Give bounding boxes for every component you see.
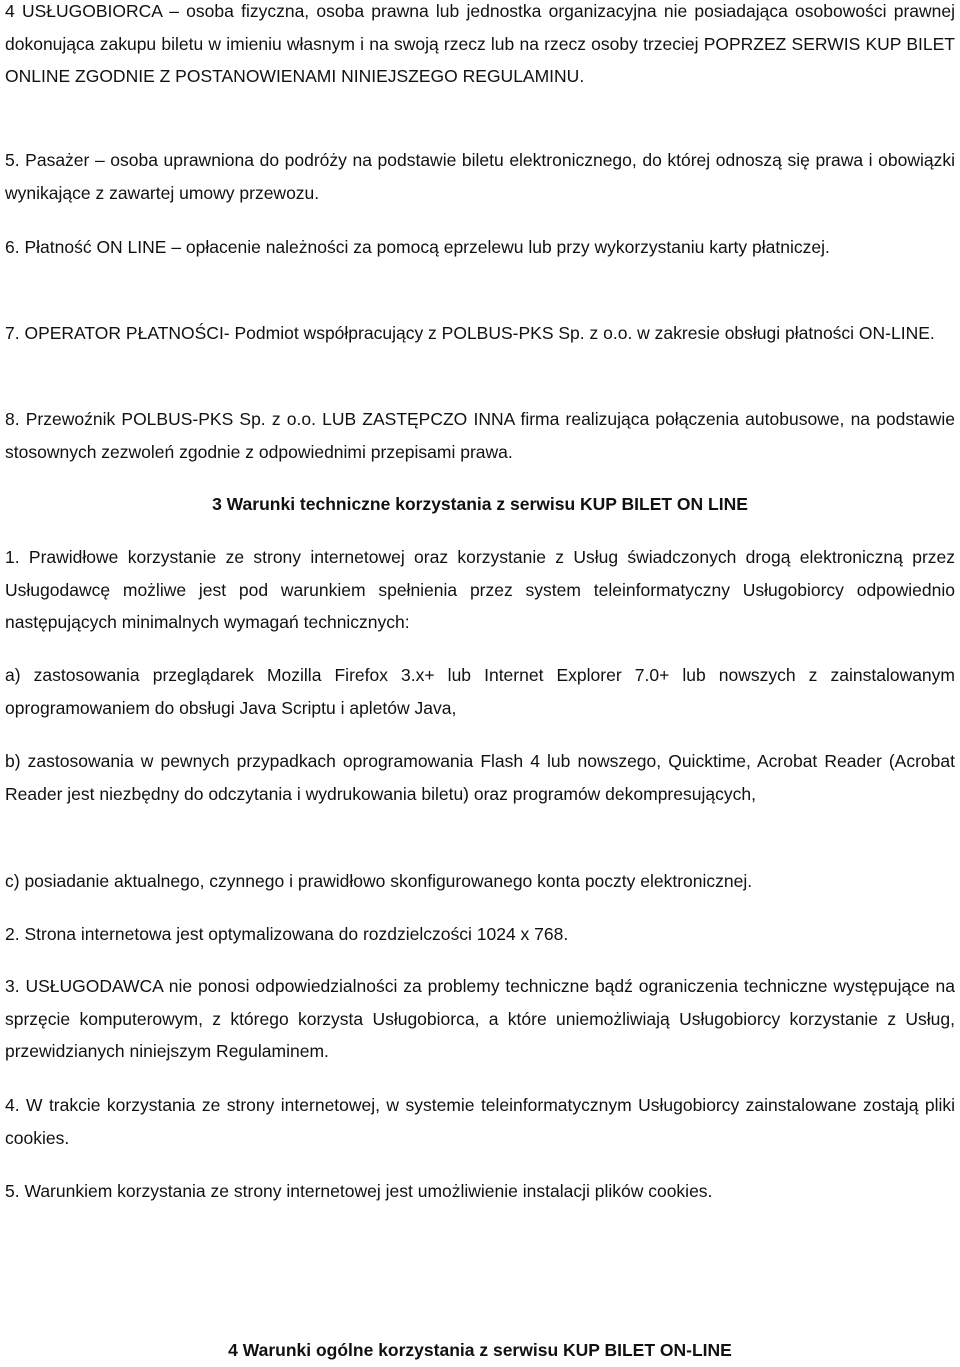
section-4-heading: 4 Warunki ogólne korzystania z serwisu KUP BILET ON-LINE — [228, 1340, 732, 1360]
definition-8-przewoznik: 8. Przewoźnik POLBUS-PKS Sp. z o.o. LUB ZASTĘPCZO INNA firma realizująca połączenia autobusowe, na podstawie stosownych zezwoleń zgodnie z odpowiednimi przepisami prawa. — [5, 409, 955, 462]
section-3-item-a: a) zastosowania przeglądarek Mozilla Firefox 3.x+ lub Internet Explorer 7.0+ lub nowszych z zainstalowanym oprogramowaniem do obsługi Java Scriptu i apletów Java, — [5, 665, 955, 718]
section-3-item-b: b) zastosowania w pewnych przypadkach oprogramowania Flash 4 lub nowszego, Quicktime, Acrobat Reader (Acrobat Reader jest niezbędny do odczytania i wydrukowania biletu) oraz programów dekompresujących, — [5, 751, 955, 804]
definition-4-uslugobiorca: 4 USŁUGOBIORCA – osoba fizyczna, osoba prawna lub jednostka organizacyjna nie posiadająca osobowości prawnej dokonująca zakupu biletu w imieniu własnym i na swoją rzecz lub na rzecz osoby trzeciej POPRZEZ SERWIS KUP BILET ONLINE ZGODNIE Z POSTANOWIENAMI NINIEJSZEGO REGULAMINU. — [5, 1, 955, 86]
definition-6-platnosc-online: 6. Płatność ON LINE – opłacenie należności za pomocą eprzelewu lub przy wykorzystaniu karty płatniczej. — [5, 237, 830, 257]
definition-7-operator-platnosci: 7. OPERATOR PŁATNOŚCI- Podmiot współpracujący z POLBUS-PKS Sp. z o.o. w zakresie obsługi płatności ON-LINE. — [5, 323, 935, 343]
section-3-item-4: 4. W trakcie korzystania ze strony internetowej, w systemie teleinformatycznym Usługobiorcy zainstalowane zostają pliki cookies. — [5, 1095, 955, 1148]
section-3-item-c: c) posiadanie aktualnego, czynnego i prawidłowo skonfigurowanego konta poczty elektronicznej. — [5, 871, 753, 891]
section-3-item-3: 3. USŁUGODAWCA nie ponosi odpowiedzialności za problemy techniczne bądź ograniczenia techniczne występujące na sprzęcie komputerowym, z którego korzysta Usługobiorca, a które uniemożliwiają Usługobiorcy korzystanie z Usług, przewidzianych niniejszym Regulaminem. — [5, 976, 955, 1061]
section-3-item-1: 1. Prawidłowe korzystanie ze strony internetowej oraz korzystanie z Usług świadczonych drogą elektroniczną przez Usługodawcę możliwe jest pod warunkiem spełnienia przez system teleinformatyczny Usługobiorcy odpowiednio następujących minimalnych wymagań technicznych: — [5, 547, 955, 632]
section-3-item-2: 2. Strona internetowa jest optymalizowana do rozdzielczości 1024 x 768. — [5, 924, 569, 944]
section-3-heading: 3 Warunki techniczne korzystania z serwisu KUP BILET ON LINE — [212, 494, 748, 514]
definition-5-pasazer: 5. Pasażer – osoba uprawniona do podróży na podstawie biletu elektronicznego, do której odnoszą się prawa i obowiązki wynikające z zawartej umowy przewozu. — [5, 150, 955, 203]
section-3-item-5: 5. Warunkiem korzystania ze strony internetowej jest umożliwienie instalacji plików cookies. — [5, 1181, 713, 1201]
